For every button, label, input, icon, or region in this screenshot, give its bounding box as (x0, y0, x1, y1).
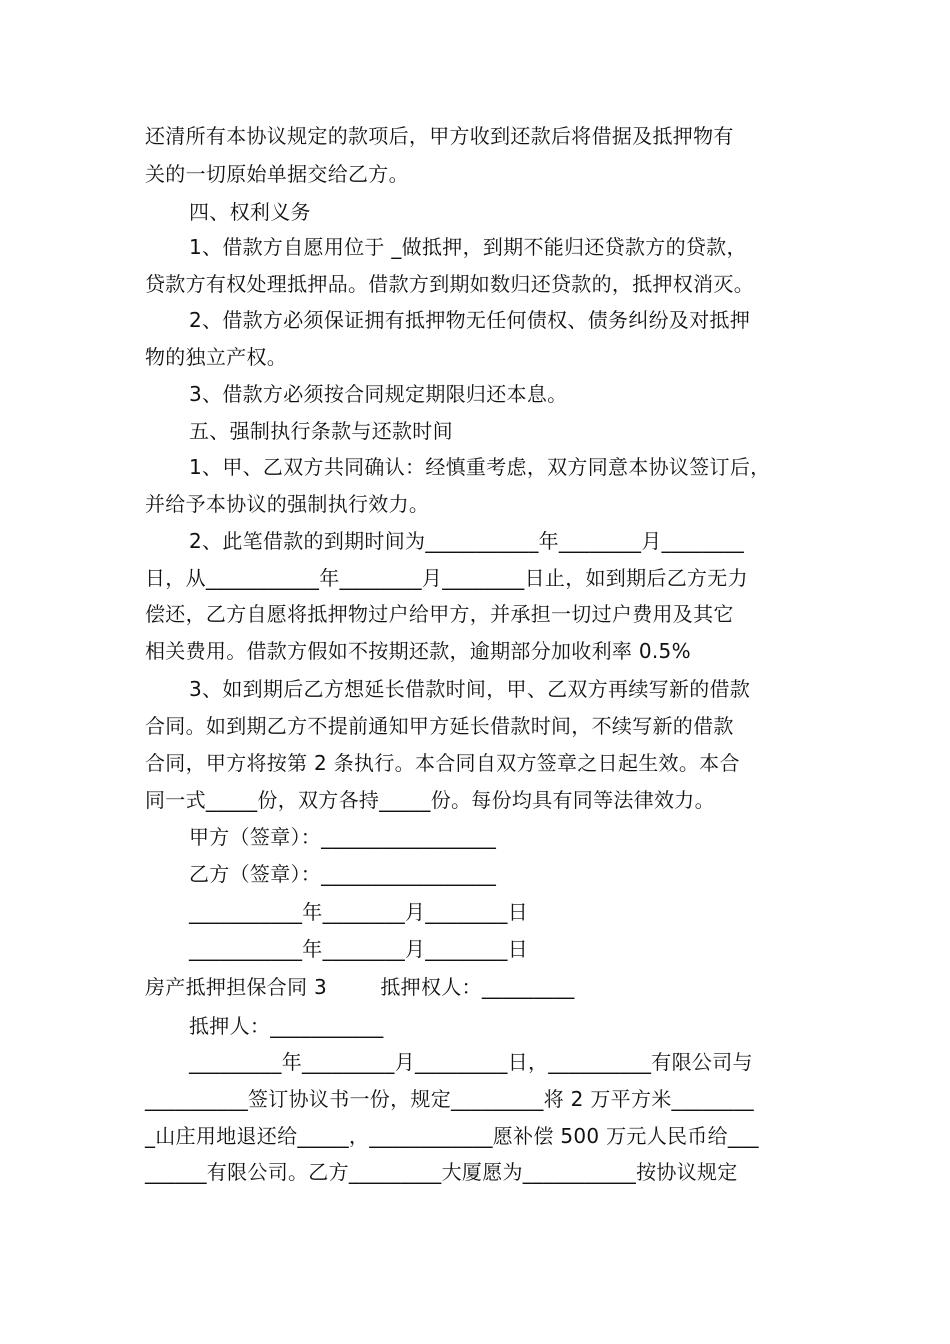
text-line: _________年_________月_________日，__________有限公司与 (189, 1050, 753, 1074)
text-line: 3、如到期后乙方想延长借款时间，甲、乙双方再续写新的借款 (189, 677, 751, 701)
text-line: 还清所有本协议规定的款项后，甲方收到还款后将借据及抵押物有 (145, 124, 734, 148)
text-line: 合同，甲方将按第 2 条执行。本合同自双方签章之日起生效。本合 (145, 751, 740, 775)
text-line: 2、此笔借款的到期时间为___________年________月________ (189, 529, 745, 553)
text-line: 贷款方有权处理抵押品。借款方到期如数归还贷款的，抵押权消灭。 (145, 272, 754, 296)
text-line: 3、借款方必须按合同规定期限归还本息。 (189, 382, 568, 406)
text-line: ______有限公司。乙方_________大厦愿为___________按协议规定 (145, 1160, 738, 1184)
section-heading: 四、权利义务 (189, 200, 311, 224)
text-line: 1、借款方自愿用位于 _做抵押，到期不能归还贷款方的贷款， (189, 235, 747, 259)
text-line: 2、借款方必须保证拥有抵押物无任何债权、债务纠纷及对抵押 (189, 308, 751, 332)
text-line: 并给予本协议的强制执行效力。 (145, 492, 430, 516)
text-line: 相关费用。借款方假如不按期还款，逾期部分加收利率 0.5% (145, 639, 691, 663)
text-line: 关的一切原始单据交给乙方。 (145, 162, 409, 186)
date-line: ___________年________月________日 (189, 937, 528, 961)
text-line: 同一式_____份，双方各持_____份。每份均具有同等法律效力。 (145, 788, 715, 812)
text-line: 偿还，乙方自愿将抵押物过户给甲方，并承担一切过户费用及其它 (145, 602, 734, 626)
section-heading: 五、强制执行条款与还款时间 (189, 419, 453, 443)
signature-line-party-b: 乙方（签章）：_________________ (189, 862, 497, 886)
text-line: 合同。如到期乙方不提前通知甲方延长借款时间，不续写新的借款 (145, 714, 734, 738)
text-line: _山庄用地退还给_____，____________愿补偿 500 万元人民币给___ (145, 1124, 759, 1148)
text-line: 抵押人：___________ (189, 1014, 384, 1038)
text-line: 1、甲、乙双方共同确认：经慎重考虑，双方同意本协议签订后， (189, 455, 771, 479)
text-line: 物的独立产权。 (145, 345, 288, 369)
contract-title-line: 房产抵押担保合同 3 抵押权人：_________ (145, 975, 575, 999)
text-line: __________签订协议书一份，规定_________将 2 万平方米________ (145, 1087, 754, 1111)
text-line: 日，从___________年________月________日止，如到期后乙方无力 (145, 566, 748, 590)
date-line: ___________年________月________日 (189, 900, 528, 924)
signature-line-party-a: 甲方（签章）：_________________ (189, 825, 497, 849)
